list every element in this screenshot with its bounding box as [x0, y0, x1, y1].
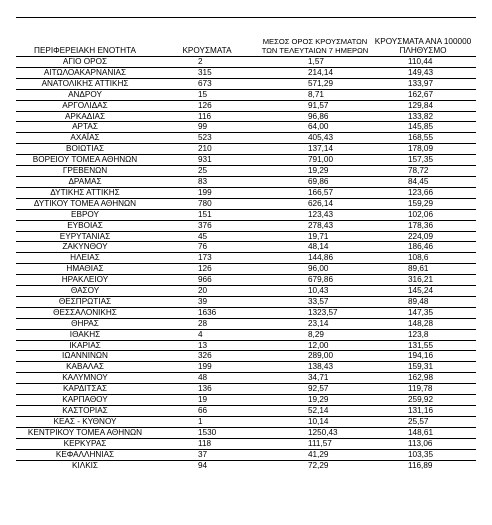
cases-cell: 151 [154, 209, 260, 220]
table-row [16, 307, 476, 318]
table-row [16, 384, 476, 395]
cases-cell: 99 [154, 122, 260, 133]
per100k-cell: 159,29 [370, 198, 476, 209]
cases-cell: 45 [154, 231, 260, 242]
avg7-cell: 289,00 [260, 351, 370, 362]
region-cell: ΗΜΑΘΙΑΣ [16, 264, 154, 275]
region-cell: ΘΑΣΟΥ [16, 286, 154, 297]
per100k-cell: 129,84 [370, 100, 476, 111]
avg7-cell: 96,86 [260, 111, 370, 122]
table-row [16, 198, 476, 209]
region-cell: ΑΡΓΟΛΙΔΑΣ [16, 100, 154, 111]
region-cell: ΑΓΙΟ ΟΡΟΣ [16, 57, 154, 68]
per100k-cell: 194,16 [370, 351, 476, 362]
table-row [16, 449, 476, 460]
cases-cell: 25 [154, 166, 260, 177]
avg7-cell: 1,57 [260, 57, 370, 68]
region-cell: ΙΩΑΝΝΙΝΩΝ [16, 351, 154, 362]
top-rule [16, 17, 476, 18]
cases-cell: 315 [154, 67, 260, 78]
table-row [16, 329, 476, 340]
table-row [16, 122, 476, 133]
per100k-cell: 123,66 [370, 187, 476, 198]
avg7-cell: 679,86 [260, 275, 370, 286]
per100k-cell: 178,36 [370, 220, 476, 231]
region-cell: ΚΕΑΣ - ΚΥΘΝΟΥ [16, 416, 154, 427]
region-cell: ΕΒΡΟΥ [16, 209, 154, 220]
per100k-cell: 316,21 [370, 275, 476, 286]
header-per100k: ΚΡΟΥΣΜΑΤΑ ΑΝΑ 100000 ΠΛΗΘΥΣΜΟ [374, 37, 472, 55]
avg7-cell: 8,71 [260, 89, 370, 100]
per100k-cell: 145,85 [370, 122, 476, 133]
cases-cell: 94 [154, 460, 260, 470]
table-body [16, 57, 476, 471]
cases-cell: 39 [154, 296, 260, 307]
region-cell: ΑΧΑΪΑΣ [16, 133, 154, 144]
table-row [16, 57, 476, 68]
per100k-cell: 224,09 [370, 231, 476, 242]
avg7-cell: 10,14 [260, 416, 370, 427]
per100k-cell: 145,24 [370, 286, 476, 297]
region-cell: ΔΥΤΙΚΗΣ ΑΤΤΙΚΗΣ [16, 187, 154, 198]
avg7-cell: 214,14 [260, 67, 370, 78]
avg7-cell: 144,86 [260, 253, 370, 264]
cases-cell: 66 [154, 406, 260, 417]
table-row [16, 209, 476, 220]
table-row [16, 351, 476, 362]
per100k-cell: 178,09 [370, 144, 476, 155]
per100k-cell: 157,35 [370, 155, 476, 166]
region-cell: ΑΝΔΡΟΥ [16, 89, 154, 100]
cases-cell: 83 [154, 176, 260, 187]
avg7-cell: 41,29 [260, 449, 370, 460]
avg7-cell: 791,00 [260, 155, 370, 166]
per100k-cell: 113,06 [370, 438, 476, 449]
per100k-cell: 89,61 [370, 264, 476, 275]
avg7-cell: 19,71 [260, 231, 370, 242]
per100k-cell: 103,35 [370, 449, 476, 460]
region-cell: ΚΑΛΥΜΝΟΥ [16, 373, 154, 384]
region-cell: ΗΡΑΚΛΕΙΟΥ [16, 275, 154, 286]
table-row [16, 340, 476, 351]
cases-cell: 210 [154, 144, 260, 155]
avg7-cell: 52,14 [260, 406, 370, 417]
region-cell: ΘΗΡΑΣ [16, 318, 154, 329]
region-cell: ΚΑΡΔΙΤΣΑΣ [16, 384, 154, 395]
table-row [16, 100, 476, 111]
table-row [16, 362, 476, 373]
avg7-cell: 137,14 [260, 144, 370, 155]
cases-cell: 376 [154, 220, 260, 231]
table-row [16, 416, 476, 427]
table-row [16, 187, 476, 198]
table-row [16, 144, 476, 155]
cases-cell: 326 [154, 351, 260, 362]
table-row [16, 220, 476, 231]
avg7-cell: 626,14 [260, 198, 370, 209]
per100k-cell: 259,92 [370, 395, 476, 406]
region-cell: ΔΡΑΜΑΣ [16, 176, 154, 187]
per100k-cell: 131,16 [370, 406, 476, 417]
per100k-cell: 147,35 [370, 307, 476, 318]
cases-cell: 126 [154, 264, 260, 275]
per100k-cell: 108,6 [370, 253, 476, 264]
cases-cell: 931 [154, 155, 260, 166]
cases-cell: 116 [154, 111, 260, 122]
cases-table [16, 28, 476, 470]
cases-cell: 673 [154, 78, 260, 89]
avg7-cell: 571,29 [260, 78, 370, 89]
cases-cell: 780 [154, 198, 260, 209]
region-cell: ΙΚΑΡΙΑΣ [16, 340, 154, 351]
region-cell: ΚΙΛΚΙΣ [16, 460, 154, 470]
table-row [16, 176, 476, 187]
table-row [16, 406, 476, 417]
per100k-cell: 131,55 [370, 340, 476, 351]
avg7-cell: 48,14 [260, 242, 370, 253]
table-row [16, 427, 476, 438]
region-cell: ΚΕΝΤΡΙΚΟΥ ΤΟΜΕΑ ΑΘΗΝΩΝ [16, 427, 154, 438]
cases-cell: 13 [154, 340, 260, 351]
avg7-cell: 123,43 [260, 209, 370, 220]
table-row [16, 296, 476, 307]
per100k-cell: 102,06 [370, 209, 476, 220]
table-row [16, 438, 476, 449]
cases-cell: 136 [154, 384, 260, 395]
cases-cell: 28 [154, 318, 260, 329]
avg7-cell: 111,57 [260, 438, 370, 449]
table-row [16, 318, 476, 329]
avg7-cell: 96,00 [260, 264, 370, 275]
per100k-cell: 133,97 [370, 78, 476, 89]
per100k-cell: 149,43 [370, 67, 476, 78]
header-avg7: ΜΕΣΟΣ ΟΡΟΣ ΚΡΟΥΣΜΑΤΩΝ ΤΩΝ ΤΕΛΕΥΤΑΙΩΝ 7 ΗΜΕΡΩΝ [261, 37, 369, 55]
cases-cell: 199 [154, 362, 260, 373]
table-row [16, 231, 476, 242]
avg7-cell: 278,43 [260, 220, 370, 231]
avg7-cell: 64,00 [260, 122, 370, 133]
avg7-cell: 33,57 [260, 296, 370, 307]
cases-cell: 48 [154, 373, 260, 384]
region-cell: ΚΑΒΑΛΑΣ [16, 362, 154, 373]
cases-cell: 2 [154, 57, 260, 68]
region-cell: ΑΝΑΤΟΛΙΚΗΣ ΑΤΤΙΚΗΣ [16, 78, 154, 89]
cases-cell: 173 [154, 253, 260, 264]
table-row [16, 155, 476, 166]
region-cell: ΔΥΤΙΚΟΥ ΤΟΜΕΑ ΑΘΗΝΩΝ [16, 198, 154, 209]
avg7-cell: 34,71 [260, 373, 370, 384]
table-row [16, 111, 476, 122]
cases-cell: 1 [154, 416, 260, 427]
table-row [16, 242, 476, 253]
avg7-cell: 12,00 [260, 340, 370, 351]
per100k-cell: 78,72 [370, 166, 476, 177]
cases-cell: 15 [154, 89, 260, 100]
table-row [16, 78, 476, 89]
region-cell: ΑΡΚΑΔΙΑΣ [16, 111, 154, 122]
cases-cell: 76 [154, 242, 260, 253]
per100k-cell: 133,82 [370, 111, 476, 122]
table-header-row [16, 28, 476, 57]
table-row [16, 89, 476, 100]
avg7-cell: 8,29 [260, 329, 370, 340]
region-cell: ΘΕΣΣΑΛΟΝΙΚΗΣ [16, 307, 154, 318]
per100k-cell: 89,48 [370, 296, 476, 307]
table-row [16, 373, 476, 384]
region-cell: ΑΡΤΑΣ [16, 122, 154, 133]
region-cell: ΑΙΤΩΛΟΑΚΑΡΝΑΝΙΑΣ [16, 67, 154, 78]
table-row [16, 133, 476, 144]
cases-cell: 19 [154, 395, 260, 406]
per100k-cell: 84,45 [370, 176, 476, 187]
per100k-cell: 162,98 [370, 373, 476, 384]
avg7-cell: 69,86 [260, 176, 370, 187]
table-row [16, 166, 476, 177]
per100k-cell: 148,61 [370, 427, 476, 438]
region-cell: ΘΕΣΠΡΩΤΙΑΣ [16, 296, 154, 307]
region-cell: ΕΥΒΟΙΑΣ [16, 220, 154, 231]
region-cell: ΓΡΕΒΕΝΩΝ [16, 166, 154, 177]
cases-cell: 126 [154, 100, 260, 111]
avg7-cell: 10,43 [260, 286, 370, 297]
cases-cell: 966 [154, 275, 260, 286]
per100k-cell: 162,67 [370, 89, 476, 100]
region-cell: ΚΑΡΠΑΘΟΥ [16, 395, 154, 406]
table-row [16, 275, 476, 286]
table-row [16, 264, 476, 275]
table-row [16, 395, 476, 406]
avg7-cell: 91,57 [260, 100, 370, 111]
region-cell: ΚΕΦΑΛΛΗΝΙΑΣ [16, 449, 154, 460]
region-cell: ΒΟΙΩΤΙΑΣ [16, 144, 154, 155]
avg7-cell: 405,43 [260, 133, 370, 144]
cases-cell: 20 [154, 286, 260, 297]
per100k-cell: 186,46 [370, 242, 476, 253]
per100k-cell: 123,8 [370, 329, 476, 340]
table-row [16, 460, 476, 470]
cases-cell: 4 [154, 329, 260, 340]
avg7-cell: 23,14 [260, 318, 370, 329]
avg7-cell: 1323,57 [260, 307, 370, 318]
per100k-cell: 168,55 [370, 133, 476, 144]
header-region: ΠΕΡΙΦΕΡΕΙΑΚΗ ΕΝΟΤΗΤΑ [34, 46, 136, 55]
avg7-cell: 166,57 [260, 187, 370, 198]
per100k-cell: 148,28 [370, 318, 476, 329]
cases-cell: 118 [154, 438, 260, 449]
cases-cell: 37 [154, 449, 260, 460]
avg7-cell: 138,43 [260, 362, 370, 373]
per100k-cell: 25,57 [370, 416, 476, 427]
table-row [16, 253, 476, 264]
avg7-cell: 72,29 [260, 460, 370, 470]
table-row [16, 67, 476, 78]
cases-cell: 523 [154, 133, 260, 144]
avg7-cell: 1250,43 [260, 427, 370, 438]
avg7-cell: 92,57 [260, 384, 370, 395]
cases-cell: 1530 [154, 427, 260, 438]
header-cases: ΚΡΟΥΣΜΑΤΑ [182, 46, 232, 55]
per100k-cell: 110,44 [370, 57, 476, 68]
region-cell: ΕΥΡΥΤΑΝΙΑΣ [16, 231, 154, 242]
region-cell: ΚΕΡΚΥΡΑΣ [16, 438, 154, 449]
region-cell: ΚΑΣΤΟΡΙΑΣ [16, 406, 154, 417]
region-cell: ΖΑΚΥΝΘΟΥ [16, 242, 154, 253]
avg7-cell: 19,29 [260, 395, 370, 406]
cases-cell: 1636 [154, 307, 260, 318]
region-cell: ΒΟΡΕΙΟΥ ΤΟΜΕΑ ΑΘΗΝΩΝ [16, 155, 154, 166]
per100k-cell: 119,78 [370, 384, 476, 395]
per100k-cell: 116,89 [370, 460, 476, 470]
per100k-cell: 159,31 [370, 362, 476, 373]
cases-cell: 199 [154, 187, 260, 198]
table-row [16, 286, 476, 297]
avg7-cell: 19,29 [260, 166, 370, 177]
region-cell: ΗΛΕΙΑΣ [16, 253, 154, 264]
region-cell: ΙΘΑΚΗΣ [16, 329, 154, 340]
